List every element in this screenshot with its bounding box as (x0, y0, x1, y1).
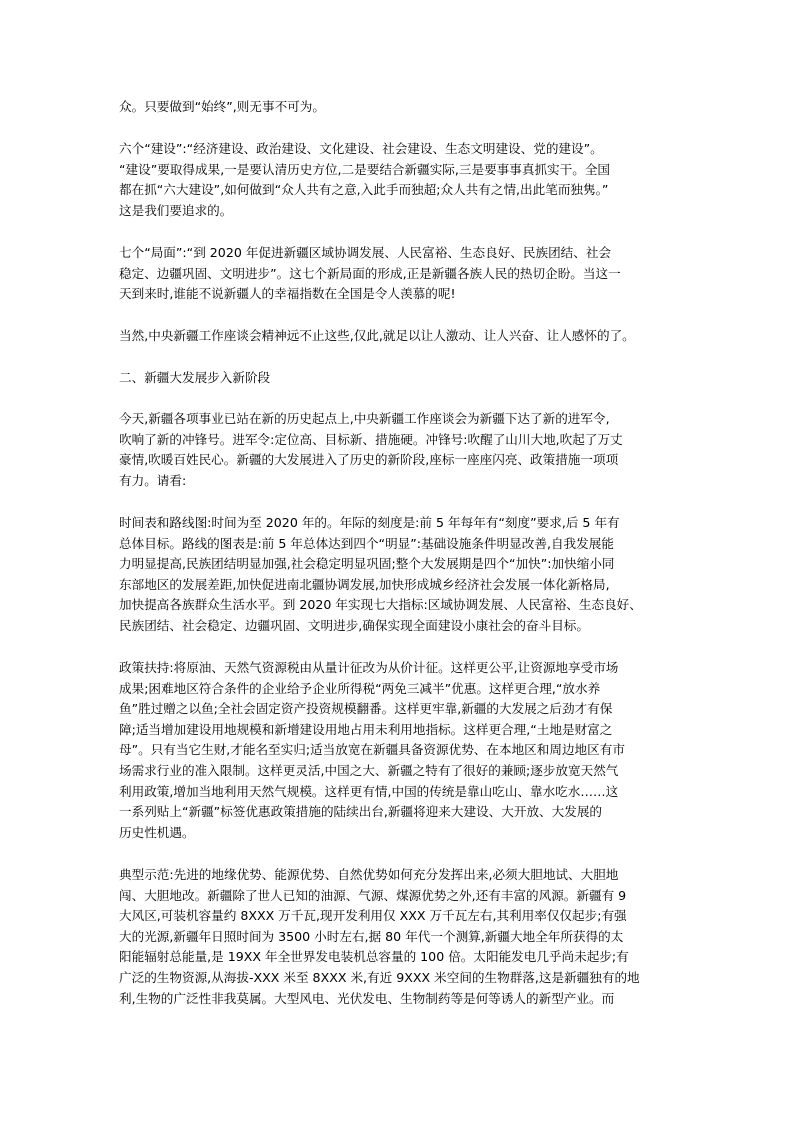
text-line: 总体目标。路线的图表是:前 5 年总体达到四个“明显”:基础设施条件明显改善,自我发展能 (119, 535, 614, 551)
text-line: 大的光源,新疆年日照时间为 3500 小时左右,据 80 年代一个测算,新疆大地全年所获得的太 (119, 928, 624, 944)
text-line: 典型示范:先进的地缘优势、能源优势、自然优势如何充分发挥出来,必须大胆地试、大胆地 (119, 867, 619, 882)
text-line: 都在抓“六大建设”,如何做到“众人共有之意,入此手而独超;众人共有之情,出此笔而独隽。” (119, 182, 609, 198)
paragraph-new-stage (119, 409, 678, 491)
text-line: 七个“局面”:“到 2020 年促进新疆区域协调发展、人民富裕、生态良好、民族团结、社会 (119, 245, 612, 260)
text-line: 利用政策,增加当地利用天然气规模。这样更有情,中国的传统是靠山吃山、靠水吃水……这 (119, 783, 619, 799)
text-line: 时间表和路线图:时间为至 2020 年的。年际的刻度是:前 5 年每年有“刻度”要求,后 5 年有 (119, 515, 620, 530)
text-line: “建设”要取得成果,一是要认清历史方位,二是要结合新疆实际,三是要事事真抓实干。全国 (119, 161, 611, 177)
text-line: 加快提高各族群众生活水平。到 2020 年实现七大指标:区域协调发展、人民富裕、生态良好、 (119, 597, 642, 613)
text-line: 利,生物的广泛性非我莫属。大型风电、光伏发电、生物制药等是何等诱人的新型产业。而 (119, 990, 615, 1006)
text-line: 民族团结、社会稳定、边疆巩固、文明进步,确保实现全面建设小康社会的奋斗目标。 (119, 617, 589, 633)
paragraph-timetable (119, 513, 678, 637)
text-line: 当然,中央新疆工作座谈会精神远不止这些,仅此,就足以让人激动、让人兴奋、让人感怀的了。 (119, 328, 635, 343)
text-line: 吹响了新的冲锋号。进军令:定位高、目标新、措施硬。冲锋号:吹醒了山川大地,吹起了万丈 (119, 431, 623, 447)
text-line: 有力。请看: (119, 472, 187, 488)
text-line: 稳定、边疆巩固、文明进步”。这七个新局面的形成,正是新疆各族人民的热切企盼。当这一 (119, 265, 621, 281)
text-line: 成果;困难地区符合条件的企业给予企业所得税“两免三减半”优惠。这样更合理,“放水养 (119, 680, 601, 696)
text-line: 今天,新疆各项事业已站在新的历史起点上,中央新疆工作座谈会为新疆下达了新的进军令, (119, 411, 610, 426)
text-line: 政策扶持:将原油、天然气资源税由从量计征改为从价计征。这样更公平,让资源地享受市场 (119, 660, 619, 675)
text-line: 阳能辐射总能量,是 19XX 年全世界发电装机总容量的 100 倍。太阳能发电几乎尚未起步;有 (119, 949, 629, 965)
text-line: 力明显提高,民族团结明显加强,社会稳定明显巩固;整个大发展期是四个“加快”:加快缩小同 (119, 556, 615, 572)
section-heading (119, 368, 678, 389)
text-line: 历史性机遇。 (119, 824, 195, 840)
text-line: 闯、大胆地改。新疆除了世人已知的油源、气源、煤源优势之外,还有丰富的风源。新疆有 9 (119, 887, 627, 903)
text-line: 东部地区的发展差距,加快促进南北疆协调发展,加快形成城乡经济社会发展一体化新格局, (119, 576, 610, 592)
text-line: 场需求行业的准入限制。这样更灵活,中国之大、新疆之特有了很好的兼顾;逐步放宽天然气 (119, 762, 619, 778)
text-line: 这是我们要追求的。 (119, 202, 233, 218)
paragraph-policy-support (119, 658, 678, 843)
paragraph-continuation (119, 97, 678, 118)
paragraph-conclusion (119, 326, 678, 347)
text-line: 大风区,可装机容量约 8XXX 万千瓦,现开发利用仅 XXX 万千瓦左右,其利用率仅仅起步;有强 (119, 908, 627, 924)
paragraph-seven-situations (119, 243, 678, 305)
text-line: 众。只要做到“始终”,则无事不可为。 (119, 99, 325, 114)
text-line: 鱼”胜过赠之以鱼;全社会固定资产投资规模翻番。这样更牢靠,新疆的大发展之后劲才有保 (119, 701, 613, 717)
section-title: 二、新疆大发展步入新阶段 (119, 370, 271, 385)
text-line: 六个“建设”:“经济建设、政治建设、文化建设、社会建设、生态文明建设、党的建设”。 (119, 141, 603, 156)
text-line: 一系列贴上“新疆”标签优惠政策措施的陆续出台,新疆将迎来大建设、大开放、大发展的 (119, 804, 603, 820)
text-line: 广泛的生物资源,从海拔-XXX 米至 8XXX 米,有近 9XXX 米空间的生物群落,这是新疆独有的地 (119, 969, 640, 985)
paragraph-six-constructions (119, 139, 678, 221)
text-line: 天到来时,谁能不说新疆人的幸福指数在全国是令人羡慕的呢! (119, 286, 456, 302)
text-line: 障;适当增加建设用地规模和新增建设用地占用未利用地指标。这样更合理,“土地是财富之 (119, 721, 613, 737)
text-line: 豪情,吹暖百姓民心。新疆的大发展进入了历史的新阶段,座标一座座闪亮、政策措施一项项 (119, 452, 619, 468)
paragraph-demonstration (119, 865, 678, 1009)
text-line: 母”。只有当它生财,才能名至实归;适当放宽在新疆具备资源优势、在本地区和周边地区有市 (119, 742, 625, 758)
